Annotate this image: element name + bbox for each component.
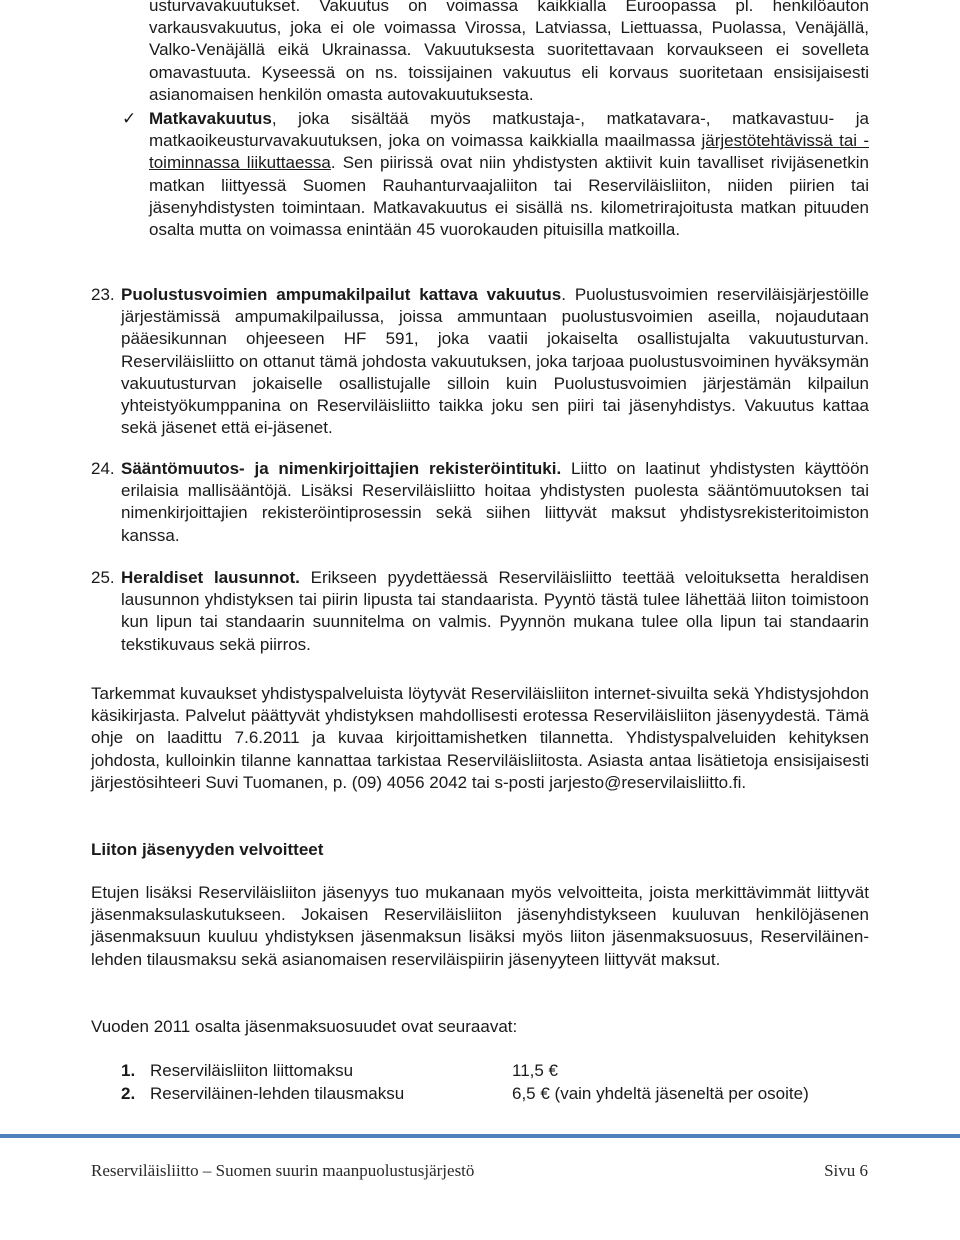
bullet-text <box>149 108 869 241</box>
fee-number: 2. <box>121 1084 136 1103</box>
fees-intro: Vuoden 2011 osalta jäsenmaksuosuudet ovat seuraavat: <box>91 1017 518 1036</box>
list-item-title: Puolustusvoimien ampumakilpailut kattava vakuutus <box>121 285 562 304</box>
footer-organization: Reserviläisliitto – Suomen suurin maanpuolustusjärjestö <box>91 1161 475 1180</box>
list-item-text: Liitto on laatinut yhdistysten käyttöön erilaisia mallisääntöjä. Lisäksi Reserviläisliitto hoitaa yhdistysten puolesta sääntömuutoksen tai nimenkirjoittajien rekisteröintiprosessin sekä siihen liittyvät maksut yhdistysrekisteritoimiston kanssa. <box>121 459 870 545</box>
list-item-body <box>121 458 869 547</box>
checkmark-icon: ✓ <box>122 109 137 128</box>
bullet-underlined-text: järjestötehtävissä tai -toiminnassa liikuttaessa <box>149 131 869 173</box>
fee-number: 1. <box>121 1061 136 1080</box>
list-item-text: Erikseen pyydettäessä Reserviläisliitto teettää veloituksetta heraldisen lausunnon yhdistyksen tai piirin lipusta tai standaarista. Pyyntö tästä tulee lähettää liiton toimistoon kun lipun tai standaarin suunnitelma on valmis. Pyynnön mukana tulee olla lipun tai standaarin tekstikuvaus sekä piirros. <box>121 568 869 654</box>
list-item-title: Sääntömuutos- ja nimenkirjoittajien rekisteröintituki. <box>121 459 562 478</box>
list-item-number: 24. <box>91 459 115 478</box>
footer-divider <box>0 1134 960 1138</box>
fee-name: Reserviläinen-lehden tilausmaksu <box>150 1084 405 1103</box>
list-item-title: Heraldiset lausunnot. <box>121 568 300 587</box>
bullet-text-part1: , joka sisältää myös matkustaja-, matkatavara-, matkavastuu- ja matkaoikeusturvavakuutuksen, joka on voimassa kaikkialla maailmassa <box>149 109 869 151</box>
list-item-body <box>121 567 869 656</box>
bullet-text-part2: . Sen piirissä ovat niin yhdistysten aktiivit kuin tavalliset rivijäsenetkin matkan liittyessä Suomen Rauhanturvaajaliiton tai Reserviläisliiton, niiden piirien tai jäsenyhdistysten toimintaan. Matkavakuutus ei sisällä ns. kilometrirajoitusta matkan pituuden osalta mutta on voimassa enintään 45 vuorokauden pituisilla matkoilla. <box>149 153 870 240</box>
continued-paragraph: usturvavakuutukset. Vakuutus on voimassa kaikkialla Euroopassa pl. henkilöauton varkausvakuutus, joka ei ole voimassa Virossa, Latviassa, Liettuassa, Puolassa, Venäjällä, Valko-Venäjällä eikä Ukrainassa. Vakuutuksesta suoritettavaan korvaukseen ei sovelleta omavastuuta. Kyseessä on ns. toissijainen vakuutus eli korvaus suoritetaan ensisijaisesti asianomaisen henkilön omasta autovakuutuksesta. <box>149 0 869 104</box>
fee-value: 11,5 € <box>512 1061 559 1080</box>
fee-name: Reserviläisliiton liittomaksu <box>150 1061 354 1080</box>
list-item-body <box>121 284 869 439</box>
list-item-number: 25. <box>91 568 115 587</box>
fee-value: 6,5 € (vain yhdeltä jäseneltä per osoite) <box>512 1084 809 1103</box>
info-paragraph: Tarkemmat kuvaukset yhdistyspalveluista löytyvät Reserviläisliiton internet-sivuilta sekä Yhdistysjohdon käsikirjasta. Palvelut päättyvät yhdistyksen mahdollisesti erotessa Reserviläisliiton jäsenyydestä. Tämä ohje on laadittu 7.6.2011 ja kuvaa kirjoittamishetken tilannetta. Yhdistyspalveluiden kehityksen johdosta, kulloinkin tilanne kannattaa tarkistaa Reserviläisliitosta. Asiasta antaa lisätietoja ensisijaisesti järjestösihteeri Suvi Tuomanen, p. (09) 4056 2042 tai s-posti jarjesto@reservilaisliitto.fi. <box>91 684 869 792</box>
footer-page-number: Sivu 6 <box>824 1161 868 1180</box>
list-item-number: 23. <box>91 285 115 304</box>
obligations-paragraph: Etujen lisäksi Reserviläisliiton jäsenyys tuo mukanaan myös velvoitteita, joista merkittävimmät liittyvät jäsenmaksulaskutukseen. Jokaisen Reserviläisliiton jäsenyhdistykseen kuuluvan henkilöjäsenen jäsenmaksuun kuuluu yhdistyksen jäsenmaksun lisäksi myös liiton jäsenmaksuosuus, Reserviläinen-lehden tilausmaksu sekä asianomaisen reserviläispiirin jäsenyyteen liittyvät maksut. <box>91 883 869 969</box>
section-heading: Liiton jäsenyyden velvoitteet <box>91 840 324 859</box>
bullet-title: Matkavakuutus <box>149 109 272 128</box>
list-item-text: . Puolustusvoimien reserviläisjärjestöille järjestämissä ampumakilpailussa, joissa ammuntaan puolustusvoimien aseilla, nojaudutaan pääesikunnan ohjeeseen HF 591, joka vaatii jokaiselta osallistujalta vakuutusturvan. Reserviläisliitto on ottanut tämä johdosta vakuutuksen, joka tarjoaa puolustusvoiminen hyväksymän vakuutusturvan jokaiselle osallistujalle silloin kuin Puolustusvoimien järjestämän kilpailun yhteistyökumppanina on Reserviläisliitto taikka joku sen piiri tai jäsenyhdistys. Vakuutus kattaa sekä jäsenet että ei-jäsenet. <box>121 285 869 438</box>
